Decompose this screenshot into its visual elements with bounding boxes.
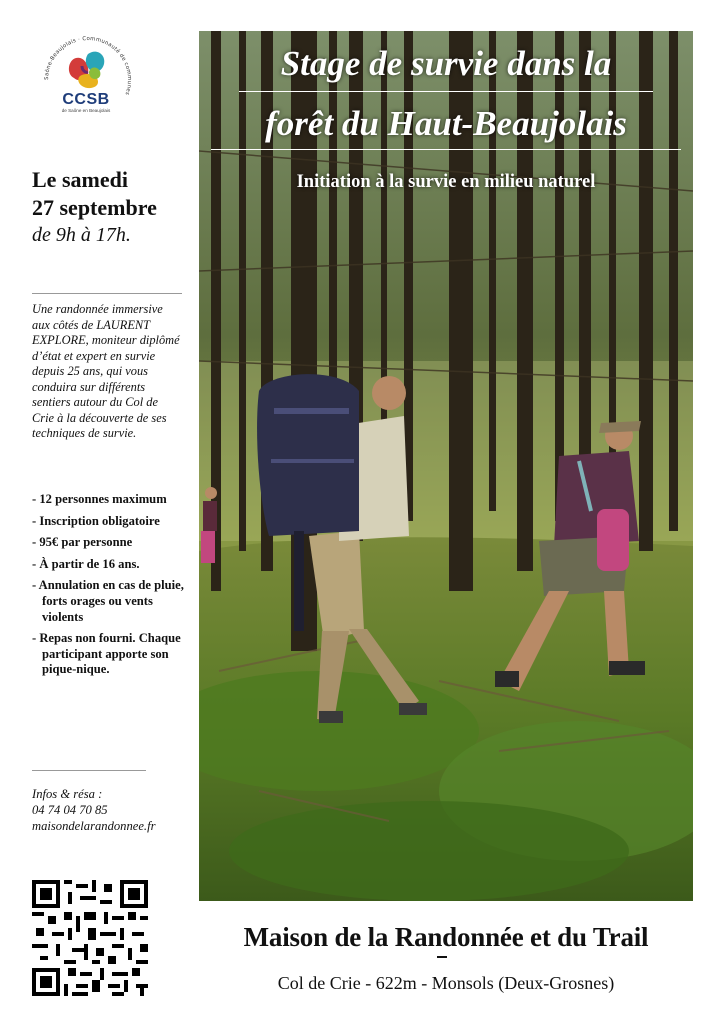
detail-item: - Annulation en cas de pluie, forts orages ou vents violents <box>32 578 184 624</box>
forest-illustration <box>199 31 693 901</box>
forest-hiking-photo <box>199 31 693 901</box>
poster-title-line2: forêt du Haut-Beaujolais <box>265 104 627 143</box>
svg-text:Saône-Beaujolais · Communauté: Saône-Beaujolais · Communauté de communes <box>43 35 133 96</box>
detail-item: - 95€ par personne <box>32 535 133 550</box>
detail-item: - À partir de 16 ans. <box>32 556 140 571</box>
logo-ccsb-text: CCSB <box>62 91 110 108</box>
date-day-label: Le samedi <box>32 167 128 192</box>
event-time: de 9h à 17h. <box>32 224 131 246</box>
contact-info <box>32 786 202 834</box>
poster-subtitle: Initiation à la survie en milieu naturel <box>296 172 596 192</box>
logo-subtitle: de Saône en Beaujolais <box>61 108 111 113</box>
detail-item: - Repas non fourni. Chaque participant apporte son pique-nique. <box>32 631 181 677</box>
venue-name: Maison de la Randonnée et du Trail <box>243 922 649 952</box>
event-description: Une randonnée immersive aux côtés de LAURENT EXPLORE, moniteur diplômé d’état et expert en survie depuis 25 ans, qui vous conduira sur différents sentiers autour du Col de Crie à la découverte de ses techniques de survie. <box>32 302 180 440</box>
detail-item: - 12 personnes maximum <box>32 492 167 506</box>
contact-label: Infos & résa : <box>32 787 103 801</box>
venue-location: Col de Crie - 622m - Monsols (Deux-Grosnes) <box>277 973 615 993</box>
divider <box>437 956 447 958</box>
logo-emblem-icon <box>38 30 138 130</box>
ccsb-logo <box>38 30 138 130</box>
date-day: 27 septembre <box>32 195 157 220</box>
title-underline <box>239 91 653 92</box>
contact-website[interactable]: maisondelarandonnee.fr <box>32 819 156 833</box>
contact-phone[interactable]: 04 74 04 70 85 <box>32 803 108 817</box>
event-date <box>32 166 192 248</box>
qr-code-icon[interactable] <box>32 880 148 996</box>
event-details-list <box>32 492 192 684</box>
divider <box>32 293 182 294</box>
detail-item: - Inscription obligatoire <box>32 513 160 528</box>
divider <box>32 770 146 771</box>
poster-title-line1: Stage de survie dans la <box>280 44 612 83</box>
title-underline <box>211 149 681 150</box>
